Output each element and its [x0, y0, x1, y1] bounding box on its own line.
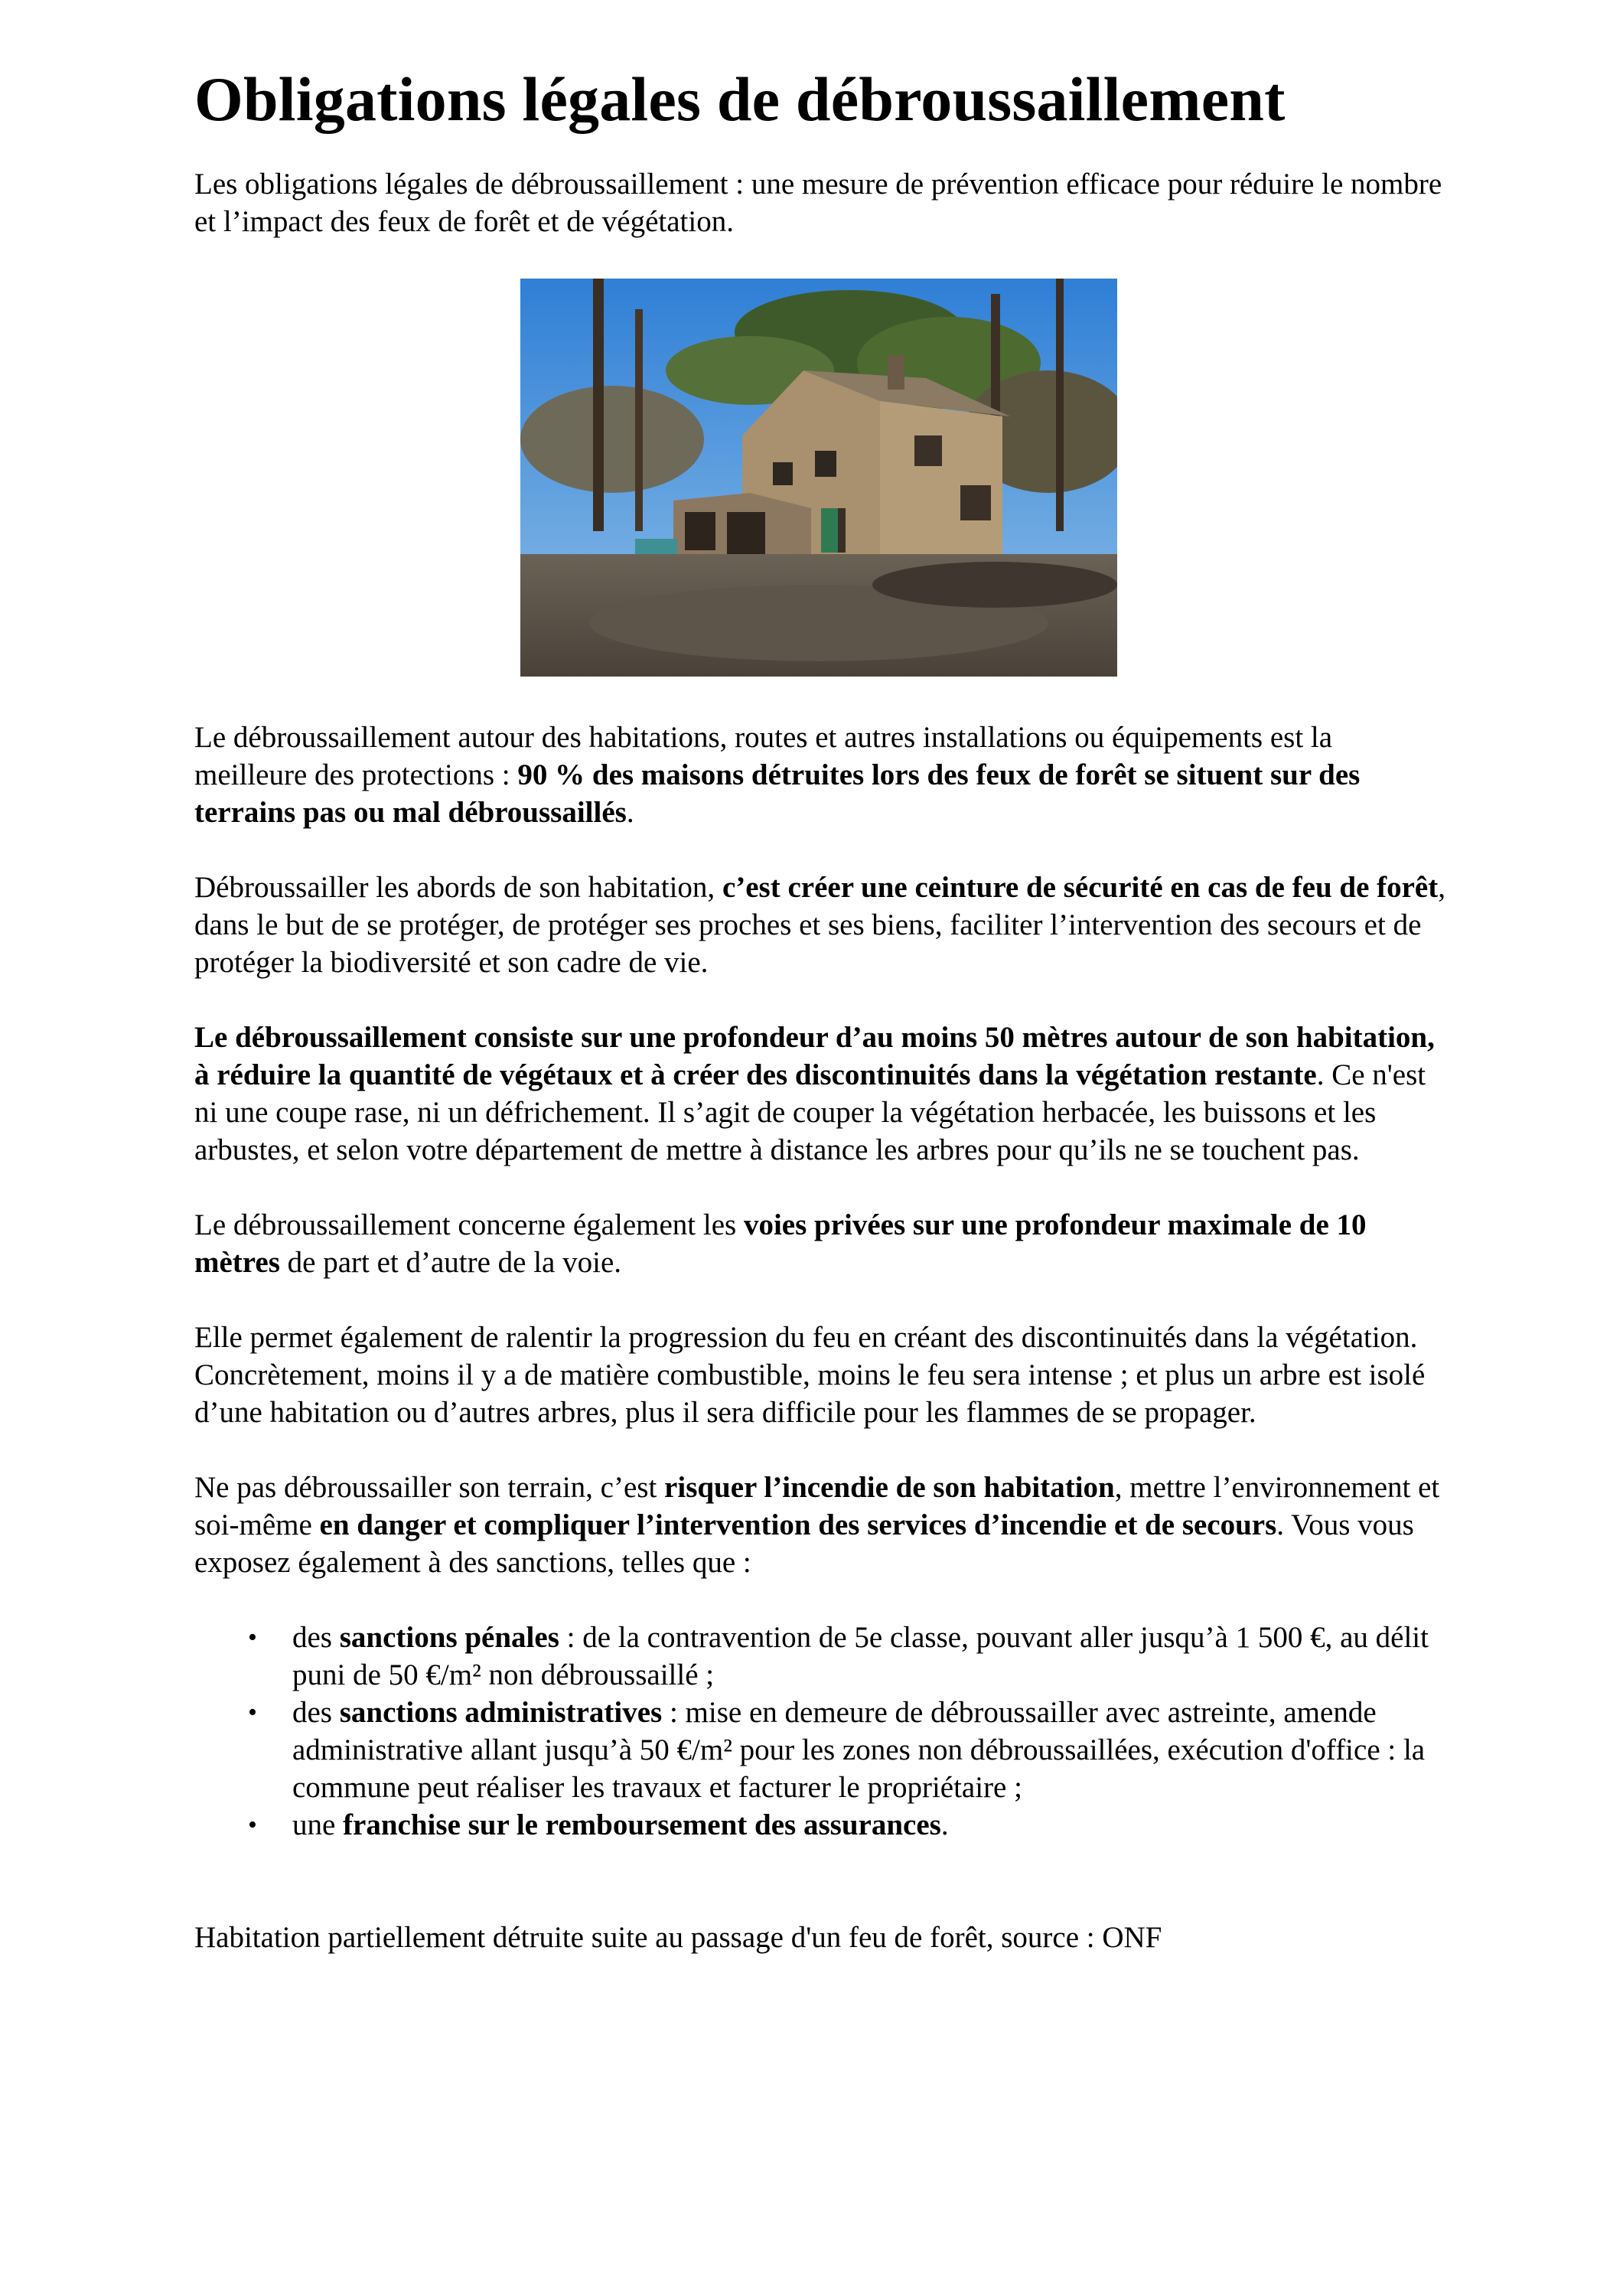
document-content: [194, 63, 1449, 1956]
page-title: Obligations légales de débroussaillement: [194, 64, 1286, 134]
list-item-sanctions-penales: • des sanctions pénales : de la contravention de 5e classe, pouvant aller jusqu’à 1 500 €, au délit puni de 50 €/m² non débroussaillé ;: [194, 1619, 1449, 1694]
bullet-icon: •: [248, 1811, 257, 1839]
list-item-sanctions-administratives: • des sanctions administratives : mise en demeure de débroussailler avec astreinte, amende administrative allant jusqu’à 50 €/m² pour les zones non débroussaillées, exécution d'office : la commune peut réaliser les travaux et facturer le propriétaire ;: [194, 1694, 1449, 1806]
list-item-franchise-assurances: • une franchise sur le remboursement des assurances.: [194, 1806, 1449, 1844]
paragraph-ceinture: Débroussailler les abords de son habitation, c’est créer une ceinture de sécurité en cas de feu de forêt, dans le but de se protéger, de protéger ses proches et ses biens, faciliter l’intervention des secours et de protéger la biodiversité et son cadre de vie.: [194, 871, 1445, 979]
burned-house-photo: [520, 279, 1117, 677]
paragraph-progression: Elle permet également de ralentir la progression du feu en créant des discontinuités dans la végétation. Concrètement, moins il y a de matière combustible, moins le feu sera intense ; et plus un arbre est isolé d’une habitation ou d’autres arbres, plus il sera difficile pour les flammes de se propager.: [194, 1321, 1426, 1429]
bullet-icon: •: [248, 1698, 257, 1727]
paragraph-voies-privees: Le débroussaillement concerne également les voies privées sur une profondeur maximale de 10 mètres de part et d’autre de la voie.: [194, 1208, 1367, 1279]
paragraph-profondeur: Le débroussaillement consiste sur une profondeur d’au moins 50 mètres autour de son habitation, à réduire la quantité de végétaux et à créer des discontinuités dans la végétation restante. Ce n'est ni une coupe rase, ni un défrichement. Il s’agit de couper la végétation herbacée, les buissons et les arbustes, et selon votre département de mettre à distance les arbres pour qu’ils ne se touchent pas.: [194, 1021, 1435, 1166]
intro-paragraph: Les obligations légales de débroussaillement : une mesure de prévention efficace pour réduire le nombre et l’impact des feux de forêt et de végétation.: [194, 168, 1442, 238]
sanctions-list: [194, 1619, 1449, 1844]
bullet-icon: •: [248, 1623, 257, 1652]
paragraph-risques: Ne pas débroussailler son terrain, c’est risquer l’incendie de son habitation, mettre l’environnement et soi-même en danger et compliquer l’intervention des services d’incendie et de secours. Vous vous exposez également à des sanctions, telles que :: [194, 1471, 1440, 1579]
paragraph-protection: Le débroussaillement autour des habitations, routes et autres installations ou équipements est la meilleure des protections : 90 % des maisons détruites lors des feux de forêt se situent sur des terrains pas ou mal débroussaillés.: [194, 721, 1361, 829]
photo-caption: Habitation partiellement détruite suite au passage d'un feu de forêt, source : ONF: [194, 1921, 1162, 1954]
burned-house-illustration: [520, 279, 1117, 677]
